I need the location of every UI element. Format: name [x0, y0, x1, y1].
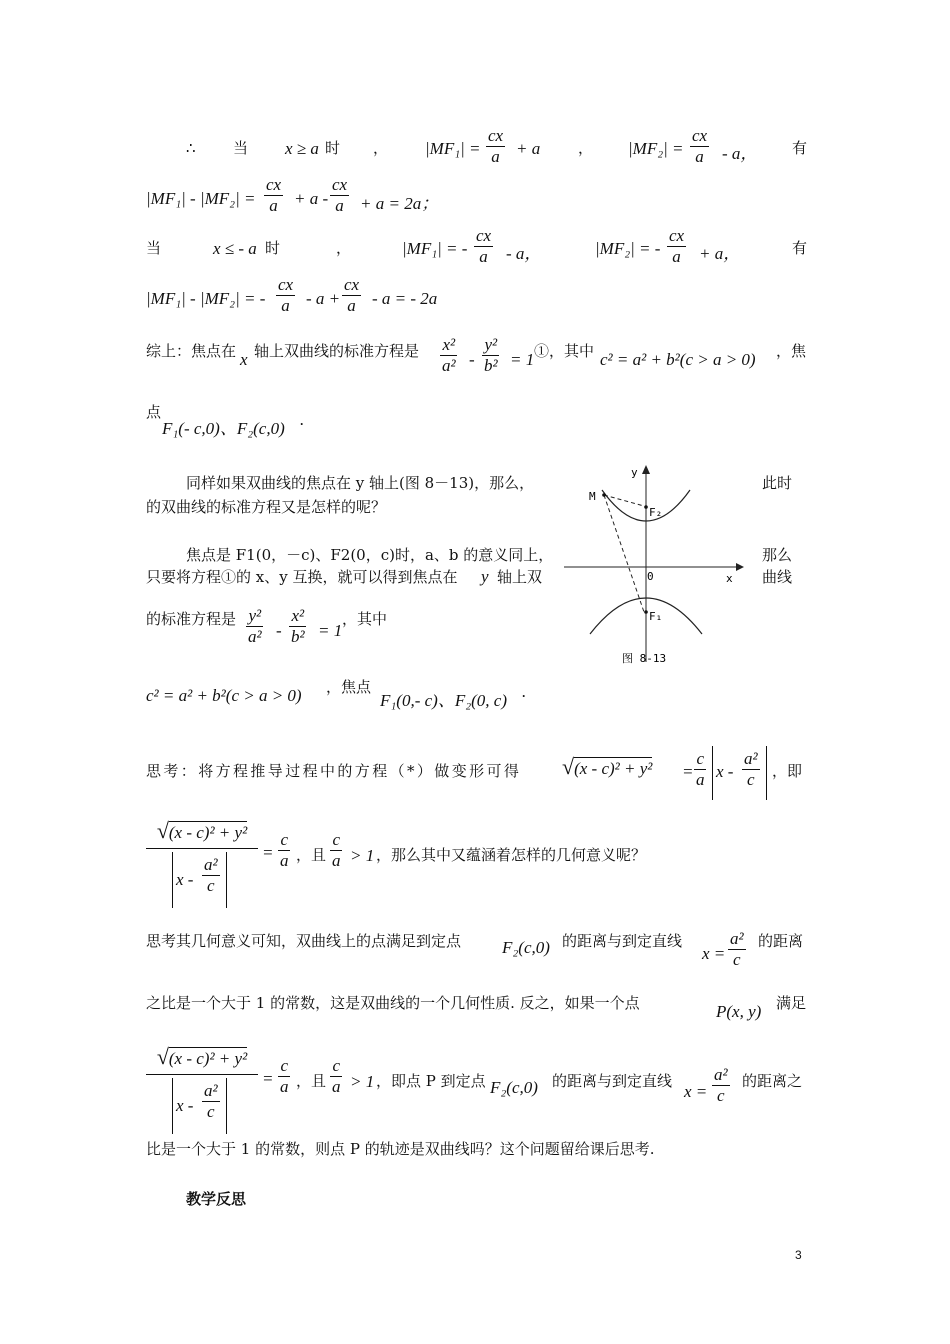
para-line-3: 焦点是 F1(0，－c)、F2(0，c)时，a、b 的意义同上，	[186, 546, 554, 564]
abs-bar-right	[226, 852, 227, 908]
think-line-4: 比是一个大于 1 的常数，则点 P 的轨迹是双曲线吗？这个问题留给课后思考.	[146, 1140, 655, 1158]
text-qie: ，且	[296, 846, 327, 864]
text-dian: 点	[146, 403, 162, 421]
circled-one-text: ①，其中	[534, 342, 595, 360]
think-line-2-tail: ，那么其中又蕴涵着怎样的几何意义呢？	[376, 846, 647, 864]
text-comma: ，	[578, 139, 594, 157]
fraction-y2-b2: $\frac{\text{y²}}{\text{b²}}$	[484, 335, 498, 375]
period: .	[522, 682, 527, 701]
label-f1: F₁	[649, 610, 663, 623]
equals: =	[682, 762, 694, 781]
para-line-4b: 轴上双	[497, 568, 543, 586]
minus-a: - a，	[722, 144, 758, 163]
foci-coordinates-y: F₁(0,- c)、F₂(0, c)	[380, 691, 507, 710]
point-f1	[644, 610, 648, 614]
abs-bar-left	[172, 852, 173, 908]
fraction-cx-a: $\frac{cx}{a}$	[344, 275, 360, 315]
geo-line-1: 思考其几何意义可知，双曲线上的点满足到定点	[146, 932, 462, 950]
para-line-1: 同样如果双曲线的焦点在 y 轴上(图 8－13)，那么，	[186, 474, 535, 492]
point-m	[602, 493, 606, 497]
point-f2-coords: F₂(c,0)	[502, 938, 550, 957]
think-line-3-mid: ，即点 P 到定点	[376, 1072, 486, 1090]
fraction-a2-c: $\frac{\text{a²}}{c}$	[730, 929, 744, 969]
summary-tail: ，焦	[776, 342, 807, 360]
fraction-cx-a: $\frac{cx}{a}$	[669, 226, 685, 266]
geo-line-2b: 满足	[776, 994, 807, 1012]
summary-pre: 综上：焦点在	[146, 342, 237, 360]
plus-a: + a，	[699, 244, 741, 263]
x-equals: x =	[702, 944, 726, 963]
therefore-symbol: ∴	[186, 139, 196, 157]
fraction-x2-b2: $\frac{\text{x²}}{\text{b²}}$	[291, 606, 305, 646]
den-inner: x -	[176, 1096, 194, 1115]
fraction-c-a: $\frac{c}{a}$	[696, 749, 705, 789]
eq-one: = 1	[318, 621, 343, 640]
gt-one: > 1	[350, 846, 375, 865]
label-origin: 0	[647, 570, 654, 583]
point-f2-coords: F₂(c,0)	[490, 1078, 538, 1097]
mf-difference: |MF₁| - |MF₂| = -	[146, 289, 266, 308]
var-y: y	[481, 567, 489, 586]
fraction-x2-a2: $\frac{\text{x²}}{\text{a²}}$	[442, 335, 456, 375]
equals: =	[262, 843, 274, 862]
c-relation: c² = a² + b²(c > a > 0)	[146, 686, 302, 705]
mf2-label: |MF₂| = -	[595, 239, 661, 258]
summary-mid: 轴上双曲线的标准方程是	[254, 342, 420, 360]
foci-coordinates: F₁(- c,0)、F₂(c,0)	[162, 419, 285, 438]
fraction-a2-c: $\frac{\text{a²}}{c}$	[204, 855, 218, 895]
minus-a: - a，	[506, 244, 542, 263]
abs-bar-right	[226, 1078, 227, 1134]
x-axis-arrow-icon	[736, 563, 744, 571]
fraction-cx-a: $\frac{cx}{a}$	[488, 126, 504, 166]
para-line-2: 的双曲线的标准方程又是怎样的呢？	[146, 498, 387, 516]
fraction-cx-a: $\frac{cx}{a}$	[332, 175, 348, 215]
mf1-label: |MF₁| =	[425, 139, 481, 158]
eq-one: = 1	[510, 350, 535, 369]
fraction-c-a: $\frac{c}{a}$	[280, 830, 289, 870]
gt-one: > 1	[350, 1072, 375, 1091]
hyperbola-figure	[558, 462, 748, 672]
text-ji: ，即	[772, 762, 803, 780]
fraction-cx-a: $\frac{cx}{a}$	[476, 226, 492, 266]
var-x: x	[240, 350, 248, 369]
condition-x-ge-a: x ≥ a	[285, 139, 319, 158]
para-line-4-right: 曲线	[762, 568, 793, 586]
geo-line-1b: 的距离与到定直线	[562, 932, 683, 950]
label-m: M	[589, 490, 596, 503]
text-you: 有	[792, 239, 808, 257]
sqrt-expression: √(x - c)² + y²	[562, 754, 653, 779]
text-shi: 时	[325, 139, 341, 157]
think-line-3-tail: 的距离之	[742, 1072, 803, 1090]
fraction-cx-a: $\frac{cx}{a}$	[266, 175, 282, 215]
text-you: 有	[792, 139, 808, 157]
fraction-c-a: $\frac{c}{a}$	[332, 1056, 341, 1096]
x-equals: x =	[684, 1082, 708, 1101]
minus: -	[469, 350, 475, 369]
text-dang: 当	[233, 139, 249, 157]
geo-line-1c: 的距离	[758, 932, 804, 950]
fraction-a2-c: $\frac{\text{a²}}{c}$	[744, 749, 758, 789]
fraction-cx-a: $\frac{cx}{a}$	[692, 126, 708, 166]
text-qizhong: ，其中	[342, 610, 388, 628]
y-axis-arrow-icon	[642, 465, 650, 474]
section-heading: 教学反思	[186, 1190, 247, 1208]
fraction-a2-c: $\frac{\text{a²}}{c}$	[714, 1065, 728, 1105]
page-number: 3	[795, 1248, 802, 1262]
para-line-5: 的标准方程是	[146, 610, 237, 628]
think-line-3-mid2: 的距离与到定直线	[552, 1072, 673, 1090]
abs-bar-right	[766, 746, 767, 800]
minus: -	[276, 621, 282, 640]
fraction-y2-a2: $\frac{\text{y²}}{\text{a²}}$	[248, 606, 262, 646]
expr-end: - a = - 2a	[372, 289, 438, 308]
label-x: x	[726, 572, 733, 585]
big-fraction-numerator: √(x - c)² + y²	[146, 818, 258, 849]
text-comma: ，	[373, 139, 389, 157]
para-line-4: 只要将方程①的 x、y 互换，就可以得到焦点在	[146, 568, 458, 586]
mf2-label: |MF₂| =	[628, 139, 684, 158]
label-f2: F₂	[649, 506, 663, 519]
c-relation: c² = a² + b²(c > a > 0)	[600, 350, 756, 369]
expr-mid: + a -	[294, 189, 329, 208]
equals: =	[262, 1069, 274, 1088]
fraction-a2-c: $\frac{\text{a²}}{c}$	[204, 1081, 218, 1121]
expr-mid: - a +	[306, 289, 341, 308]
abs-bar-left	[712, 746, 713, 800]
para-line-1-right: 此时	[762, 474, 793, 492]
fraction-cx-a: $\frac{cx}{a}$	[278, 275, 294, 315]
text-dang: 当	[146, 239, 162, 257]
text-comma: ，	[336, 239, 352, 257]
text-qie: ，且	[296, 1072, 327, 1090]
abs-bar-left	[172, 1078, 173, 1134]
text-shi: 时	[265, 239, 281, 257]
expr-end: + a = 2a；	[360, 194, 439, 213]
abs-inner: x -	[716, 762, 734, 781]
figure-caption: 图 8-13	[622, 652, 667, 665]
para-line-3-right: 那么	[762, 546, 793, 564]
fraction-c-a: $\frac{c}{a}$	[280, 1056, 289, 1096]
condition-x-le-minus-a: x ≤ - a	[213, 239, 257, 258]
point-p: P(x, y)	[716, 1002, 762, 1021]
mf-difference: |MF₁| - |MF₂| =	[146, 189, 256, 208]
label-y: y	[631, 466, 638, 479]
geo-line-2: 之比是一个大于 1 的常数，这是双曲线的一个几何性质. 反之，如果一个点	[146, 994, 640, 1012]
plus-a: + a	[516, 139, 541, 158]
mf1-label: |MF₁| = -	[402, 239, 468, 258]
den-inner: x -	[176, 870, 194, 889]
fraction-c-a: $\frac{c}{a}$	[332, 830, 341, 870]
text-jiaodian: ，焦点	[326, 678, 372, 696]
period: .	[300, 410, 305, 429]
point-f2	[644, 505, 648, 509]
big-fraction-numerator: √(x - c)² + y²	[146, 1044, 258, 1075]
think-line-1: 思考：将方程推导过程中的方程（*）做变形可得	[146, 762, 522, 780]
